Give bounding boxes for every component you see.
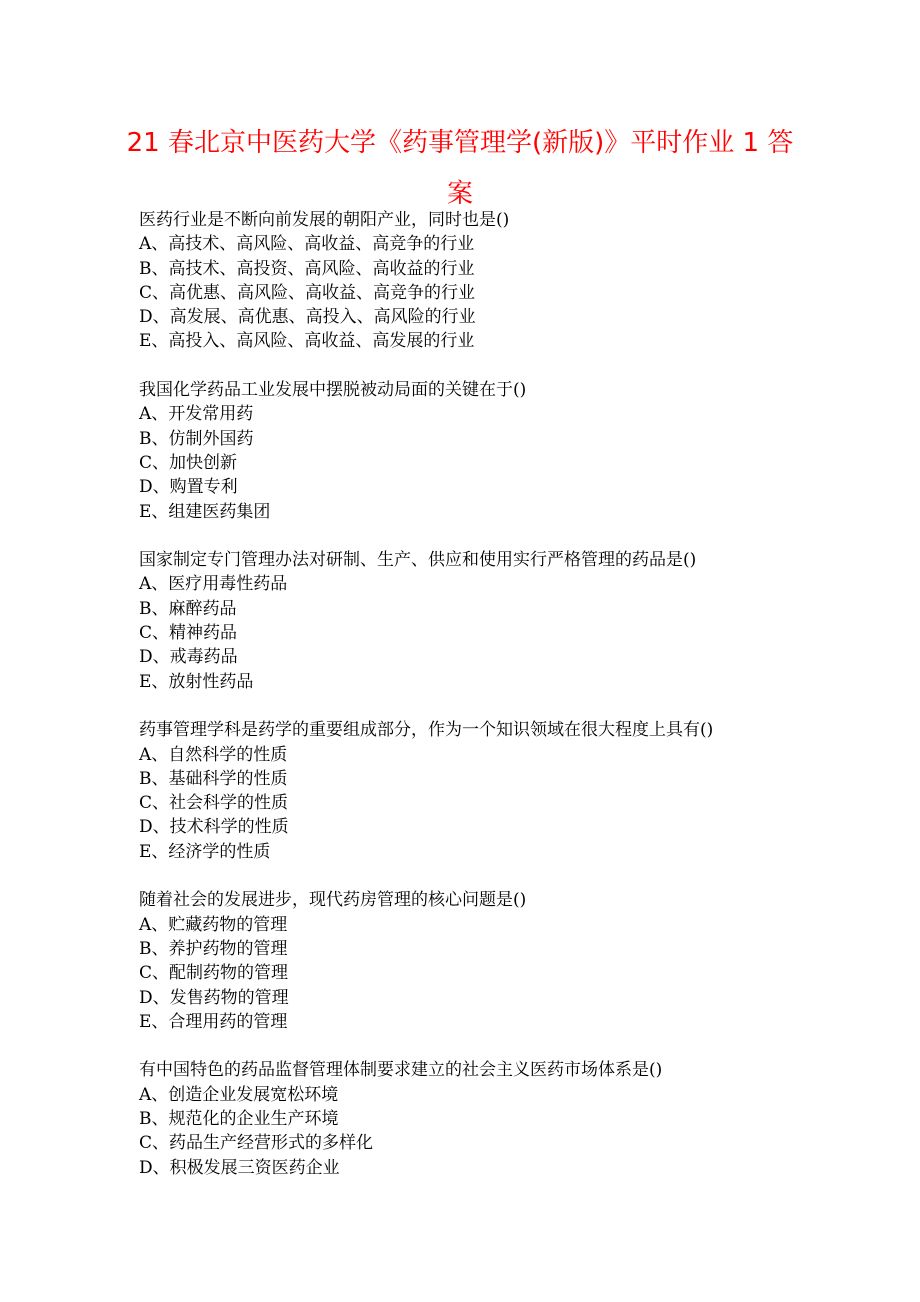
option-d: D、技术科学的性质: [139, 817, 289, 838]
question-stem: 我国化学药品工业发展中摆脱被动局面的关键在于(): [139, 380, 527, 401]
document-title: 21 春北京中医药大学《药事管理学(新版)》平时作业 1 答案: [126, 128, 794, 209]
option-a: A、开发常用药: [139, 404, 254, 425]
option-e: E、高投入、高风险、高收益、高发展的行业: [139, 331, 475, 352]
option-e: E、放射性药品: [139, 671, 254, 692]
option-c: C、社会科学的性质: [139, 793, 289, 814]
question-stem: 药事管理学科是药学的重要组成部分，作为一个知识领域在很大程度上具有(): [139, 720, 714, 741]
option-d: D、戒毒药品: [139, 647, 238, 668]
option-a: A、贮藏药物的管理: [139, 914, 288, 935]
question-list: [139, 208, 839, 1204]
question-stem: 有中国特色的药品监督管理体制要求建立的社会主义医药市场体系是(): [139, 1060, 663, 1081]
question-3: [139, 548, 839, 694]
option-a: A、自然科学的性质: [139, 744, 288, 765]
option-c: C、药品生产经营形式的多样化: [139, 1133, 374, 1154]
option-a: A、高技术、高风险、高收益、高竞争的行业: [139, 234, 475, 255]
option-a: A、医疗用毒性药品: [139, 574, 288, 595]
option-a: A、创造企业发展宽松环境: [139, 1084, 339, 1105]
option-d: D、购置专利: [139, 477, 238, 498]
option-c: C、加快创新: [139, 452, 238, 473]
option-b: B、基础科学的性质: [139, 768, 288, 789]
option-c: C、精神药品: [139, 623, 238, 644]
question-5: [139, 888, 839, 1034]
option-b: B、高技术、高投资、高风险、高收益的行业: [139, 258, 475, 279]
option-c: C、高优惠、高风险、高收益、高竞争的行业: [139, 282, 476, 303]
option-e: E、组建医药集团: [139, 501, 271, 522]
option-b: B、仿制外国药: [139, 428, 254, 449]
question-1: [139, 208, 839, 354]
option-d: D、高发展、高优惠、高投入、高风险的行业: [139, 307, 476, 328]
option-b: B、麻醉药品: [139, 598, 237, 619]
option-e: E、经济学的性质: [139, 841, 271, 862]
question-4: [139, 718, 839, 864]
question-stem: 随着社会的发展进步，现代药房管理的核心问题是(): [139, 890, 527, 911]
option-b: B、规范化的企业生产环境: [139, 1108, 339, 1129]
question-6: [139, 1058, 839, 1179]
question-stem: 国家制定专门管理办法对研制、生产、供应和使用实行严格管理的药品是(): [139, 550, 697, 571]
option-c: C、配制药物的管理: [139, 963, 289, 984]
option-e: E、合理用药的管理: [139, 1011, 288, 1032]
question-stem: 医药行业是不断向前发展的朝阳产业，同时也是(): [139, 210, 510, 230]
option-b: B、养护药物的管理: [139, 938, 288, 959]
option-d: D、积极发展三资医药企业: [139, 1157, 340, 1178]
option-d: D、发售药物的管理: [139, 987, 289, 1008]
question-2: [139, 378, 839, 524]
